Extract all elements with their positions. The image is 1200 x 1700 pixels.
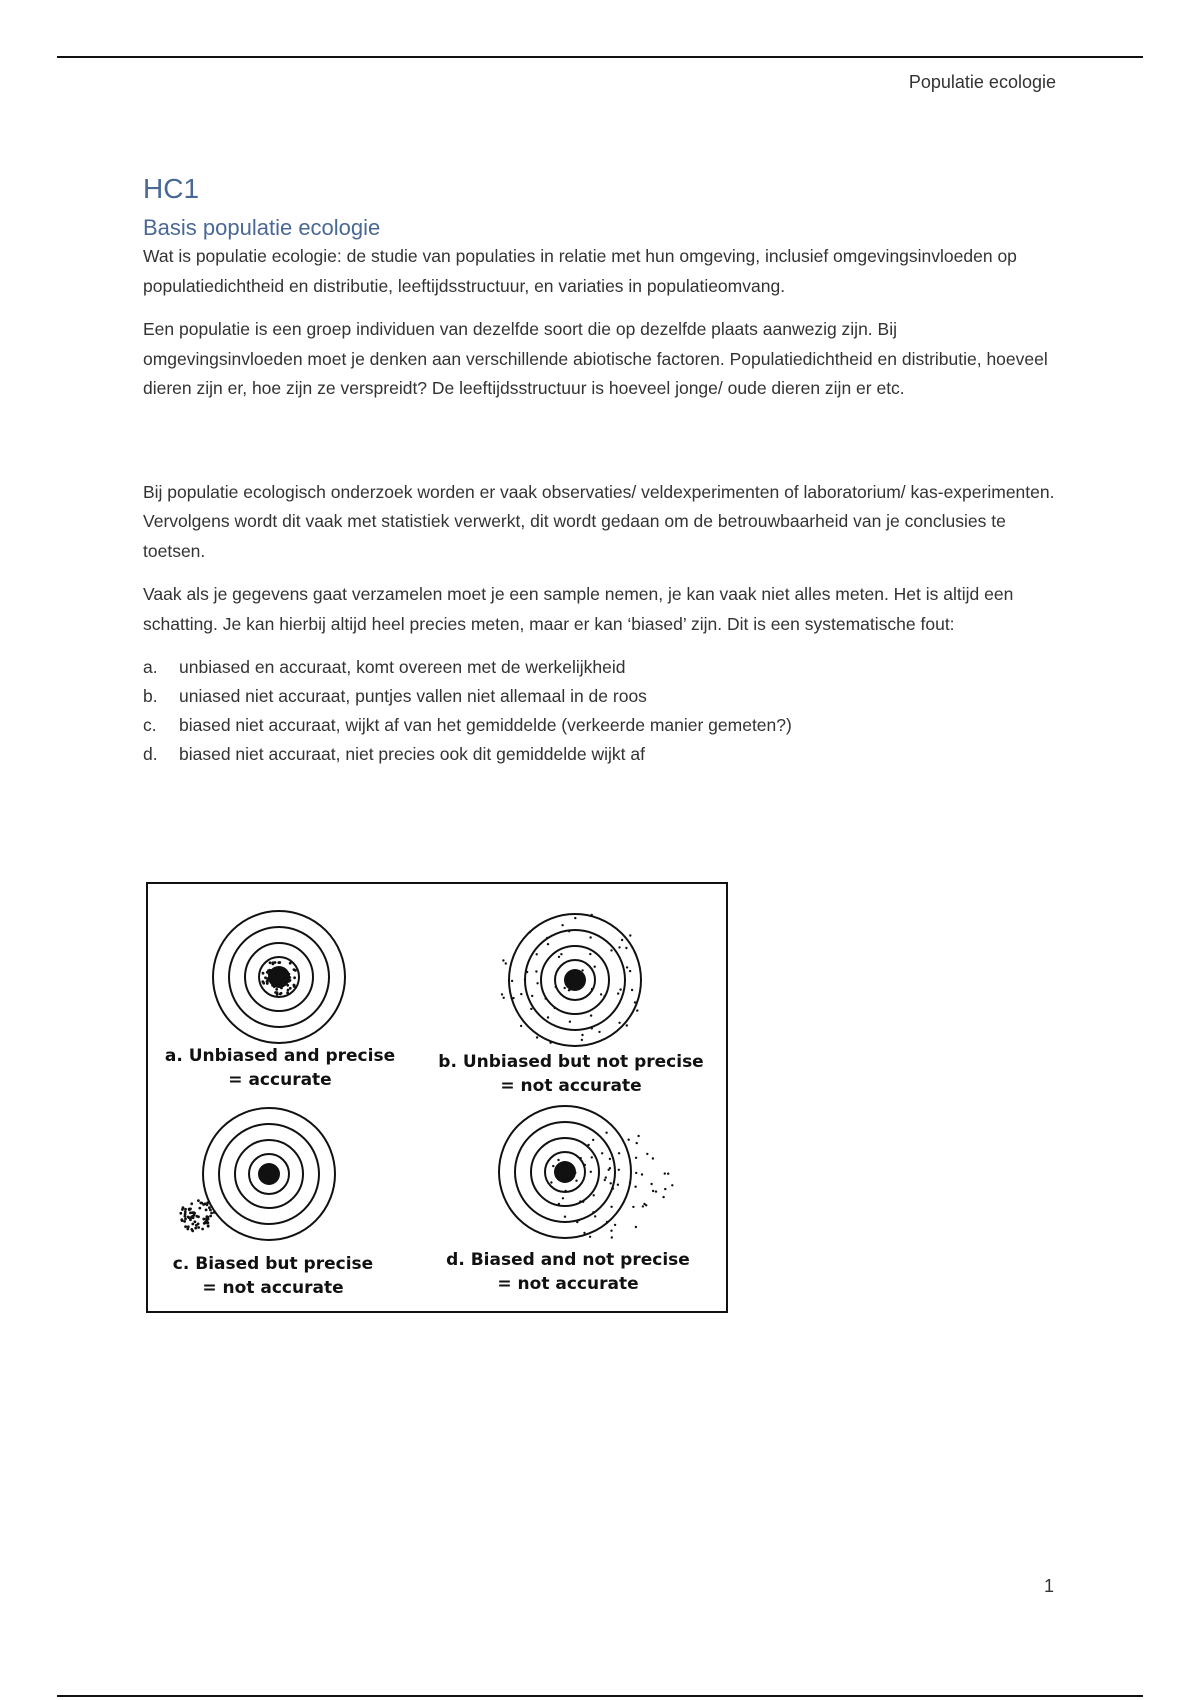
shot-point-a xyxy=(289,987,292,990)
shot-point-d xyxy=(576,1221,578,1223)
list-item: d. biased niet accuraat, niet precies ook dit gemiddelde wijkt af xyxy=(143,744,645,764)
shot-point-b xyxy=(512,997,514,999)
shot-point-a xyxy=(277,961,280,964)
shot-point-a xyxy=(274,976,277,979)
shot-point-b xyxy=(574,917,576,919)
bias-list xyxy=(143,653,1058,769)
shot-point-d xyxy=(618,1169,620,1171)
shot-point-d xyxy=(605,1132,607,1134)
shot-point-b xyxy=(520,993,522,995)
target-figure xyxy=(146,882,728,1313)
shot-point-a xyxy=(285,977,288,980)
shot-point-d xyxy=(550,1181,552,1183)
shot-point-c xyxy=(209,1215,212,1218)
shot-point-a xyxy=(273,967,276,970)
shot-point-c xyxy=(197,1215,200,1218)
shot-point-c xyxy=(207,1225,210,1228)
shot-point-b xyxy=(629,970,631,972)
shot-point-a xyxy=(273,985,276,988)
shot-point-d xyxy=(636,1142,638,1144)
shot-point-d xyxy=(667,1173,669,1175)
shot-point-d xyxy=(610,1182,612,1184)
shot-point-c xyxy=(183,1220,186,1223)
shot-point-d xyxy=(589,1236,591,1238)
shot-point-d xyxy=(579,1200,581,1202)
shot-point-b xyxy=(590,1014,592,1016)
shot-point-b xyxy=(636,1009,638,1011)
shot-point-d xyxy=(641,1173,643,1175)
shot-point-b xyxy=(591,988,593,990)
shot-point-b xyxy=(625,947,627,949)
shot-point-b xyxy=(524,978,526,980)
shot-point-b xyxy=(626,1024,628,1026)
shot-point-d xyxy=(587,1144,589,1146)
shot-point-d xyxy=(594,1215,596,1217)
shot-point-a xyxy=(275,988,278,991)
shot-point-c xyxy=(201,1228,204,1231)
shot-point-a xyxy=(267,969,270,972)
shot-point-b xyxy=(581,1034,583,1036)
shot-point-c xyxy=(194,1227,197,1230)
shot-point-d xyxy=(590,1171,592,1173)
shot-point-a xyxy=(288,980,291,983)
shot-point-a xyxy=(293,968,296,971)
shot-point-d xyxy=(604,1179,606,1181)
shot-point-b xyxy=(554,1007,556,1009)
shot-point-c xyxy=(197,1223,200,1226)
shot-point-c xyxy=(190,1202,193,1205)
shot-point-c xyxy=(188,1208,191,1211)
shot-point-c xyxy=(203,1218,206,1221)
shot-point-d xyxy=(664,1188,666,1190)
shot-point-a xyxy=(279,969,282,972)
shot-point-b xyxy=(626,966,628,968)
shot-point-c xyxy=(184,1225,187,1228)
shot-point-d xyxy=(642,1205,644,1207)
shot-point-a xyxy=(288,973,291,976)
shot-point-d xyxy=(618,1152,620,1154)
shot-point-b xyxy=(558,956,560,958)
shot-point-b xyxy=(536,982,538,984)
list-item: b. uniased niet accuraat, puntjes vallen niet allemaal in de roos xyxy=(143,686,647,706)
shot-point-d xyxy=(582,1201,584,1203)
shot-point-b xyxy=(589,953,591,955)
shot-point-d xyxy=(611,1236,613,1238)
shot-point-d xyxy=(635,1157,637,1159)
shot-point-c xyxy=(191,1211,194,1214)
shot-point-a xyxy=(279,985,282,988)
shot-point-d xyxy=(562,1164,564,1166)
shot-point-c xyxy=(199,1202,202,1205)
shot-point-b xyxy=(594,966,596,968)
shot-point-b xyxy=(581,1039,583,1041)
shot-point-a xyxy=(261,980,264,983)
paragraph: Een populatie is een groep individuen van dezelfde soort die op dezelfde plaats aanwezig zijn. Bij omgevingsinvloeden moet je denken aan verschillende abiotische factoren. Populatiedichtheid en distributie, hoeveel dieren zijn er, hoe zijn ze verspreidt? De leeftijdsstructuur is hoeveel jonge/ oude dieren zijn er etc. xyxy=(143,319,1048,398)
shot-point-b xyxy=(603,995,605,997)
shot-point-d xyxy=(628,1139,630,1141)
shot-point-b xyxy=(598,1031,600,1033)
shot-point-c xyxy=(197,1199,200,1202)
shot-point-d xyxy=(583,1232,585,1234)
shot-point-c xyxy=(179,1212,182,1215)
shot-point-a xyxy=(293,985,296,988)
shot-point-b xyxy=(526,971,528,973)
shot-point-a xyxy=(286,991,289,994)
shot-point-c xyxy=(208,1206,211,1209)
shot-point-a xyxy=(288,976,291,979)
shot-point-b xyxy=(568,930,570,932)
shot-point-b xyxy=(546,937,548,939)
shot-point-c xyxy=(190,1228,193,1231)
shot-point-d xyxy=(650,1183,652,1185)
shot-point-d xyxy=(564,1190,566,1192)
shot-point-b xyxy=(511,980,513,982)
panel-c-label: c. Biased but precise = not accurate xyxy=(172,1254,374,1298)
shot-point-b xyxy=(591,1027,593,1029)
shot-point-d xyxy=(637,1135,639,1137)
shot-point-b xyxy=(568,989,570,991)
footer-rule xyxy=(57,1695,1143,1697)
shot-point-a xyxy=(278,976,281,979)
shot-point-c xyxy=(189,1218,192,1221)
list-item: a. unbiased en accuraat, komt overeen met de werkelijkheid xyxy=(143,657,626,677)
shot-point-a xyxy=(268,973,271,976)
shot-point-b xyxy=(547,1016,549,1018)
shot-point-c xyxy=(191,1215,194,1218)
shot-point-a xyxy=(274,972,277,975)
shot-point-d xyxy=(632,1206,634,1208)
shot-point-d xyxy=(646,1153,648,1155)
shot-point-a xyxy=(287,989,290,992)
shot-point-b xyxy=(547,943,549,945)
shot-point-a xyxy=(289,962,292,965)
shot-point-c xyxy=(197,1226,200,1229)
shot-point-d xyxy=(671,1184,673,1186)
shot-point-b xyxy=(535,970,537,972)
shot-point-a xyxy=(266,977,269,980)
target-c-bullseye xyxy=(258,1163,280,1185)
header-rule xyxy=(57,56,1143,58)
shot-point-c xyxy=(181,1208,184,1211)
shot-point-d xyxy=(610,1230,612,1232)
panel-a-label: a. Unbiased and precise = accurate xyxy=(164,1046,396,1090)
shot-point-c xyxy=(210,1212,213,1215)
shot-point-d xyxy=(592,1139,594,1141)
shot-point-d xyxy=(552,1165,554,1167)
panel-b-label: b. Unbiased but not precise = not accurate xyxy=(438,1052,704,1096)
shot-point-d xyxy=(610,1206,612,1208)
shot-point-b xyxy=(634,1001,636,1003)
shot-point-d xyxy=(635,1226,637,1228)
shot-point-a xyxy=(262,972,265,975)
shot-point-d xyxy=(664,1172,666,1174)
shot-point-b xyxy=(505,962,507,964)
shot-point-d xyxy=(557,1159,559,1161)
shot-point-d xyxy=(652,1190,654,1192)
shot-point-b xyxy=(591,914,593,916)
target-d-bullseye xyxy=(554,1161,576,1183)
paragraph: Wat is populatie ecologie: de studie van populaties in relatie met hun omgeving, inclusief omgevingsinvloeden op populatiedichtheid en distributie, leeftijdsstructuur, en variaties in populatieomvang. xyxy=(143,246,1017,296)
shot-point-b xyxy=(617,992,619,994)
shot-point-b xyxy=(529,931,531,933)
page-content xyxy=(143,172,1058,769)
shot-point-d xyxy=(609,1167,611,1169)
shot-point-d xyxy=(580,1157,582,1159)
shot-point-b xyxy=(589,936,591,938)
list-item: c. biased niet accuraat, wijkt af van het gemiddelde (verkeerde manier gemeten?) xyxy=(143,715,792,735)
shot-point-c xyxy=(187,1225,190,1228)
shot-point-b xyxy=(536,1036,538,1038)
shot-point-a xyxy=(283,982,286,985)
shot-point-d xyxy=(612,1187,614,1189)
shot-point-a xyxy=(274,961,277,964)
shot-point-b xyxy=(564,987,566,989)
shot-point-d xyxy=(578,1219,580,1221)
shot-point-b xyxy=(530,1008,532,1010)
shot-point-d xyxy=(558,1203,560,1205)
shot-point-b xyxy=(531,995,533,997)
shot-point-b xyxy=(536,953,538,955)
running-header: Populatie ecologie xyxy=(908,72,1056,92)
shot-point-b xyxy=(610,949,612,951)
shot-point-b xyxy=(569,1021,571,1023)
shot-point-c xyxy=(198,1207,201,1210)
shot-point-b xyxy=(618,1022,620,1024)
shot-point-d xyxy=(564,1216,566,1218)
shot-point-a xyxy=(273,979,276,982)
shot-point-d xyxy=(575,1180,577,1182)
chapter-heading: HC1 xyxy=(143,173,200,204)
shot-point-d xyxy=(605,1176,607,1178)
shot-point-a xyxy=(286,984,289,987)
paragraph: Vaak als je gegevens gaat verzamelen moet je een sample nemen, je kan vaak niet alles meten. Het is altijd een schatting. Je kan hierbij altijd heel precies meten, maar er kan ‘biased’ zijn. Dit is een systematische fout: xyxy=(143,584,1014,634)
shot-point-d xyxy=(614,1224,616,1226)
shot-point-d xyxy=(655,1190,657,1192)
shot-point-d xyxy=(617,1184,619,1186)
shot-point-d xyxy=(634,1186,636,1188)
shot-point-b xyxy=(503,997,505,999)
shot-point-a xyxy=(276,993,279,996)
shot-point-c xyxy=(213,1211,216,1214)
shot-point-d xyxy=(601,1152,603,1154)
shot-point-c xyxy=(202,1203,205,1206)
shot-point-d xyxy=(562,1197,564,1199)
shot-point-a xyxy=(285,973,288,976)
shot-point-c xyxy=(184,1208,187,1211)
shot-point-c xyxy=(184,1215,187,1218)
shot-point-a xyxy=(280,992,283,995)
shot-point-b xyxy=(618,946,620,948)
shot-point-b xyxy=(560,953,562,955)
shot-point-d xyxy=(593,1194,595,1196)
shot-point-b xyxy=(502,959,504,961)
shot-point-b xyxy=(555,986,557,988)
shot-point-d xyxy=(635,1172,637,1174)
shot-point-b xyxy=(520,1025,522,1027)
shot-point-b xyxy=(581,969,583,971)
target-b-bullseye xyxy=(564,969,586,991)
shot-point-c xyxy=(206,1203,209,1206)
shot-point-b xyxy=(561,924,563,926)
shot-point-d xyxy=(591,1156,593,1158)
page-number: 1 xyxy=(1043,1576,1054,1596)
shot-point-a xyxy=(293,976,296,979)
shot-point-c xyxy=(191,1223,194,1226)
section-heading: Basis populatie ecologie xyxy=(143,215,381,240)
shot-point-d xyxy=(629,1182,631,1184)
paragraph: Bij populatie ecologisch onderzoek worden er vaak observaties/ veldexperimenten of laboratorium/ kas-experimenten. Vervolgens wordt dit vaak met statistiek verwerkt, dit wordt gedaan om de betrouwbaarheid van je conclusies te toetsen. xyxy=(143,481,1055,561)
shot-point-b xyxy=(619,988,621,990)
shot-point-c xyxy=(184,1218,187,1221)
shot-point-c xyxy=(207,1222,210,1225)
shot-point-d xyxy=(609,1158,611,1160)
shot-point-d xyxy=(606,1221,608,1223)
shot-point-c xyxy=(180,1218,183,1221)
shot-point-b xyxy=(545,997,547,999)
shot-point-b xyxy=(600,993,602,995)
shot-point-b xyxy=(631,989,633,991)
shot-point-d xyxy=(592,1211,594,1213)
shot-point-a xyxy=(285,970,288,973)
shot-point-a xyxy=(269,961,272,964)
shot-point-c xyxy=(194,1220,197,1223)
shot-point-d xyxy=(645,1204,647,1206)
shot-point-c xyxy=(205,1217,208,1220)
shot-point-d xyxy=(584,1164,586,1166)
shot-point-b xyxy=(629,934,631,936)
shot-point-b xyxy=(549,1042,551,1044)
panel-d-label: d. Biased and not precise = not accurate xyxy=(446,1250,690,1294)
shot-point-b xyxy=(621,939,623,941)
shot-point-a xyxy=(269,977,272,980)
shot-point-c xyxy=(205,1209,208,1212)
shot-point-d xyxy=(662,1196,664,1198)
shot-point-d xyxy=(574,1172,576,1174)
shot-point-d xyxy=(652,1157,654,1159)
shot-point-b xyxy=(501,993,503,995)
